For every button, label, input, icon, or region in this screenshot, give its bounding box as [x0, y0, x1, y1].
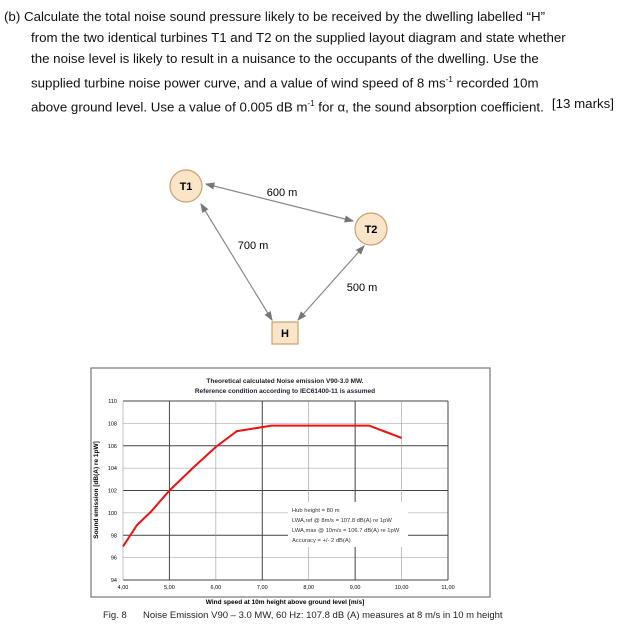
x-tick-label: 7,00	[256, 585, 268, 591]
distance-label: 600 m	[266, 187, 298, 199]
question-line: Calculate the total noise sound pressure likely to be received by the dwelling labelled “H”	[23, 9, 546, 24]
x-tick-label: 8,00	[303, 585, 315, 591]
x-tick-label: 6,00	[210, 585, 222, 591]
y-tick-label: 104	[107, 466, 117, 473]
question-line: supplied turbine noise power curve, and a value of wind speed of 8 $ms^{-1}$ recorded 10m	[31, 75, 539, 91]
x-tick-label: 9,00	[349, 585, 361, 591]
question-line: above ground level. Use a value of 0.005 dB $m^{-1}$ for α, the sound absorption coefficient.	[31, 99, 544, 115]
y-tick-label: 106	[107, 443, 117, 450]
chart-title: Theoretical calculated Noise emission V90-3.0 MW.	[206, 378, 364, 385]
y-tick-label: 110	[108, 399, 117, 405]
turbine-t1-label: T1	[179, 181, 193, 193]
x-axis-label: Wind speed at 10m height above ground level [m/s]	[205, 599, 365, 606]
distance-line-t1-h	[201, 204, 272, 320]
dwelling-h-label: H	[281, 328, 289, 340]
figure-caption: Noise Emission V90 – 3.0 MW, 60 Hz: 107.8 dB (A) measures at 8 m/s in 10 m height	[143, 610, 503, 621]
turbine-t2-label: T2	[364, 224, 378, 236]
question-line: from the two identical turbines T1 and T2 on the supplied layout diagram and state whether	[31, 30, 566, 45]
figure-number: Fig. 8	[103, 610, 127, 621]
x-tick-label: 11,00	[441, 585, 455, 591]
annotation: LWA,max @ 10m/s = 106.7 dB(A) re 1pW	[292, 528, 400, 534]
marks-label: [13 marks]	[551, 96, 614, 111]
question-label: (b)	[4, 9, 21, 24]
y-tick-label: 98	[110, 533, 117, 540]
y-tick-label: 100	[107, 510, 117, 517]
chart-frame	[91, 368, 490, 597]
y-axis-label: Sound emission [dB(A) re 1pW]	[93, 441, 100, 539]
question-line: the noise level is likely to result in a nuisance to the occupants of the dwelling. Use the	[31, 51, 539, 66]
distance-label: 700 m	[237, 240, 269, 252]
y-tick-label: 108	[107, 421, 117, 428]
x-tick-label: 10,00	[394, 585, 409, 591]
distance-label: 500 m	[346, 282, 378, 294]
y-tick-label: 96	[110, 555, 117, 562]
y-tick-label: 102	[107, 488, 117, 495]
annotation: LWA,ref @ 8m/s = 107.8 dB(A) re 1pW	[292, 518, 392, 524]
y-tick-label: 94	[110, 578, 117, 584]
annotation: Hub height = 80 m	[292, 508, 340, 514]
annotation: Accuracy = +/- 2 dB(A)	[292, 538, 351, 544]
x-tick-label: 4,00	[117, 585, 129, 591]
x-tick-label: 5,00	[164, 585, 175, 591]
noise-chart	[91, 368, 490, 606]
chart-subtitle: Reference condition according to IEC61400-11 is assumed	[194, 388, 376, 395]
